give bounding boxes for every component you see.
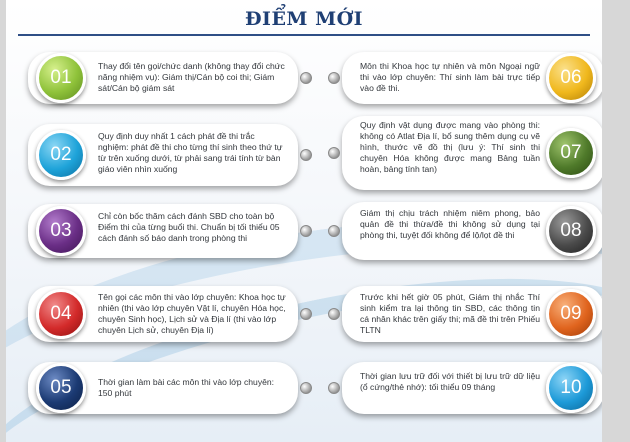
bullet-dot-icon bbox=[300, 149, 312, 161]
item-card-02 bbox=[28, 124, 298, 186]
item-text-06: Môn thi Khoa học tự nhiên và môn Ngoại ngữ thi vào lớp chuyên: Thí sinh làm bài trực tiếp vào đề thi. bbox=[360, 61, 540, 93]
number-badge-03: 03 bbox=[36, 206, 86, 256]
number-badge-01: 01 bbox=[36, 53, 86, 103]
item-card-07 bbox=[342, 116, 602, 190]
item-card-08 bbox=[342, 202, 602, 260]
number-badge-10: 10 bbox=[546, 363, 596, 413]
item-card-03 bbox=[28, 204, 298, 258]
page-title: ĐIỂM MỚI bbox=[244, 8, 364, 30]
item-card-01 bbox=[28, 52, 298, 104]
bullet-dot-icon bbox=[300, 225, 312, 237]
item-text-02: Quy định duy nhất 1 cách phát đề thi trắc nghiệm: phát đề thi cho từng thí sinh theo thứ tự từ trên xuống dưới, từ phải sang trái tính từ bàn giáo viên nhìn xuống bbox=[98, 131, 283, 174]
bullet-dot-icon bbox=[328, 225, 340, 237]
item-card-09 bbox=[342, 286, 602, 342]
number-badge-04: 04 bbox=[36, 289, 86, 339]
item-text-04: Tên gọi các môn thi vào lớp chuyên: Khoa học tự nhiên (thi vào lớp chuyên Vật lí, chuyên Hóa học, chuyên Sinh học), Lịch sử và Địa lí (thi vào lớp chuyên Lịch sử, chuyên Địa lí) bbox=[98, 292, 286, 335]
item-text-05: Thời gian làm bài các môn thi vào lớp chuyên: 150 phút bbox=[98, 377, 275, 398]
item-text-09: Trước khi hết giờ 05 phút, Giám thị nhắc Thí sinh kiểm tra lại thông tin SBD, các thông tin cá nhân khác trên giấy thi; mã đề thi trên Phiếu TLTN bbox=[360, 292, 540, 335]
bullet-dot-icon bbox=[328, 308, 340, 320]
item-text-10: Thời gian lưu trữ đối với thiết bị lưu trữ dữ liệu (ổ cứng/thẻ nhớ): tối thiểu 09 tháng bbox=[360, 371, 540, 392]
number-badge-09: 09 bbox=[546, 289, 596, 339]
bullet-dot-icon bbox=[328, 147, 340, 159]
number-badge-06: 06 bbox=[546, 53, 596, 103]
item-text-08: Giám thị chịu trách nhiệm niêm phong, bảo quản đề thi thừa/đề thi không sử dụng tại phòng thi, tuyệt đối không để lộ/lọt đề thi bbox=[360, 208, 540, 240]
bullet-dot-icon bbox=[300, 382, 312, 394]
item-card-05 bbox=[28, 362, 298, 414]
bullet-dot-icon bbox=[328, 72, 340, 84]
item-card-10 bbox=[342, 362, 602, 414]
bullet-dot-icon bbox=[328, 382, 340, 394]
item-text-03: Chỉ còn bốc thăm cách đánh SBD cho toàn bộ Điểm thi của từng buổi thi. Chuẩn bị tối thiểu 05 cách đánh số báo danh trong phòng thi bbox=[98, 211, 280, 243]
item-text-07: Quy định vật dụng được mang vào phòng thi: không có Atlat Địa lí, bổ sung thêm dụng cụ vẽ hình, thước vẽ đồ thị (lưu ý: Thí sinh thi chuyên Hóa không được mang Bảng tuần hoàn, bảng tính tan) bbox=[360, 120, 540, 174]
item-card-04 bbox=[28, 286, 298, 342]
bullet-dot-icon bbox=[300, 308, 312, 320]
item-text-01: Thay đổi tên gọi/chức danh (không thay đổi chức năng nhiệm vụ): Giám thị/Cán bộ coi thi; Giám sát/Cán bộ giám sát bbox=[98, 61, 285, 93]
bullet-dot-icon bbox=[300, 72, 312, 84]
item-card-06 bbox=[342, 52, 602, 104]
slide bbox=[6, 0, 602, 442]
number-badge-07: 07 bbox=[546, 128, 596, 178]
title-divider bbox=[18, 34, 590, 36]
number-badge-02: 02 bbox=[36, 130, 86, 180]
number-badge-05: 05 bbox=[36, 363, 86, 413]
number-badge-08: 08 bbox=[546, 206, 596, 256]
